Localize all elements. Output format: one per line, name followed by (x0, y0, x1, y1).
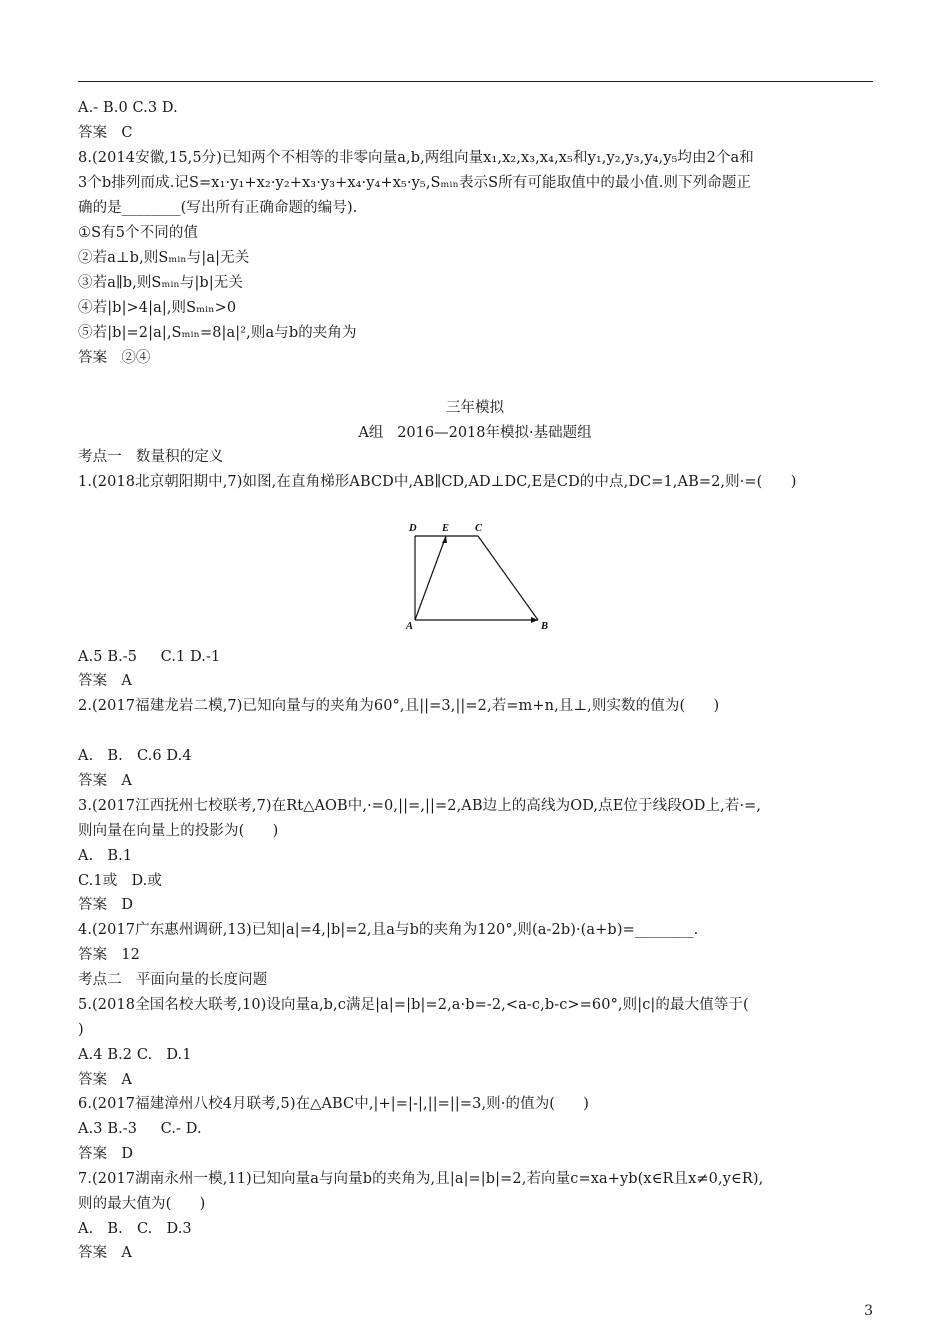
segment-ae (415, 536, 446, 620)
q6-options: A.3 B.-3 C.- D. (78, 1121, 202, 1137)
label-e: E (442, 523, 450, 534)
q8-option-5: ⑤若|b|=2|a|,Sₘᵢₙ=8|a|²,则a与b的夹角为 (78, 325, 357, 341)
q3-options-cd: C.1或 D.或 (78, 873, 162, 889)
trapezoid-figure (398, 518, 568, 638)
q8-stem-line2: 3个b排列而成.记S=x₁·y₁+x₂·y₂+x₃·y₃+x₄·y₄+x₅·y₅,Sₘᵢₙ表示S所有可能取值中的最小值.则下列命题正 (78, 175, 752, 191)
q6-stem: 6.(2017福建漳州八校4月联考,5)在△ABC中,|+|=|-|,||=||=3,则·的值为( ) (78, 1096, 590, 1112)
q5-stem-line2: ) (78, 1022, 84, 1038)
topic-heading-1: 考点一 数量积的定义 (78, 449, 224, 465)
q8-option-3: ③若a∥b,则Sₘᵢₙ与|b|无关 (78, 275, 244, 291)
q4-stem: 4.(2017广东惠州调研,13)已知|a|=4,|b|=2,且a与b的夹角为120°,则(a-2b)·(a+b)=________. (78, 922, 699, 938)
q8-option-2: ②若a⊥b,则Sₘᵢₙ与|a|无关 (78, 250, 250, 266)
q3-answer: 答案 D (78, 897, 134, 913)
prev-options: A.- B.0 C.3 D. (78, 100, 178, 116)
q7-options: A. B. C. D.3 (78, 1221, 192, 1237)
topic-heading-2: 考点二 平面向量的长度问题 (78, 972, 268, 988)
header-rule (78, 81, 873, 82)
section-subtitle: A组 2016—2018年模拟·基础题组 (358, 425, 592, 441)
q8-option-4: ④若|b|>4|a|,则Sₘᵢₙ>0 (78, 300, 237, 316)
label-a: A (406, 621, 414, 632)
q2-options: A. B. C.6 D.4 (78, 748, 192, 764)
q7-stem-line2: 则的最大值为( ) (78, 1196, 206, 1212)
q5-stem-line1: 5.(2018全国名校大联考,10)设向量a,b,c满足|a|=|b|=2,a·b=-2,<a-c,b-c>=60°,则|c|的最大值等于( (78, 997, 749, 1013)
q5-options: A.4 B.2 C. D.1 (78, 1047, 192, 1063)
label-c: C (475, 523, 483, 534)
q5-answer: 答案 A (78, 1072, 132, 1088)
q2-answer: 答案 A (78, 773, 132, 789)
q3-stem-line2: 则向量在向量上的投影为( ) (78, 823, 279, 839)
segment-cb (478, 536, 538, 620)
q2-stem: 2.(2017福建龙岩二模,7)已知向量与的夹角为60°,且||=3,||=2,若=m+n,且⊥,则实数的值为( ) (78, 698, 720, 714)
q1-answer: 答案 A (78, 673, 132, 689)
q6-answer: 答案 D (78, 1146, 134, 1162)
q1-stem: 1.(2018北京朝阳期中,7)如图,在直角梯形ABCD中,AB∥CD,AD⊥DC,E是CD的中点,DC=1,AB=2,则·=( ) (78, 474, 797, 490)
page-number: 3 (864, 1303, 873, 1319)
label-b: B (541, 621, 549, 632)
q3-stem-line1: 3.(2017江西抚州七校联考,7)在Rt△AOB中,·=0,||=,||=2,AB边上的高线为OD,点E位于线段OD上,若·=, (78, 798, 762, 814)
q7-answer: 答案 A (78, 1245, 132, 1261)
q4-answer: 答案 12 (78, 947, 140, 963)
prev-answer: 答案 C (78, 125, 133, 141)
q8-answer: 答案 ②④ (78, 350, 151, 366)
q8-stem-line1: 8.(2014安徽,15,5分)已知两个不相等的非零向量a,b,两组向量x₁,x₂,x₃,x₄,x₅和y₁,y₂,y₃,y₄,y₅均由2个a和 (78, 150, 754, 166)
q3-options-ab: A. B.1 (78, 848, 133, 864)
label-d: D (409, 523, 417, 534)
section-title: 三年模拟 (446, 400, 504, 416)
q8-stem-line3: 确的是________(写出所有正确命题的编号). (78, 200, 358, 216)
q8-option-1: ①S有5个不同的值 (78, 225, 199, 241)
q7-stem-line1: 7.(2017湖南永州一模,11)已知向量a与向量b的夹角为,且|a|=|b|=2,若向量c=xa+yb(x∈R且x≠0,y∈R), (78, 1171, 764, 1187)
q1-options: A.5 B.-5 C.1 D.-1 (78, 649, 221, 665)
